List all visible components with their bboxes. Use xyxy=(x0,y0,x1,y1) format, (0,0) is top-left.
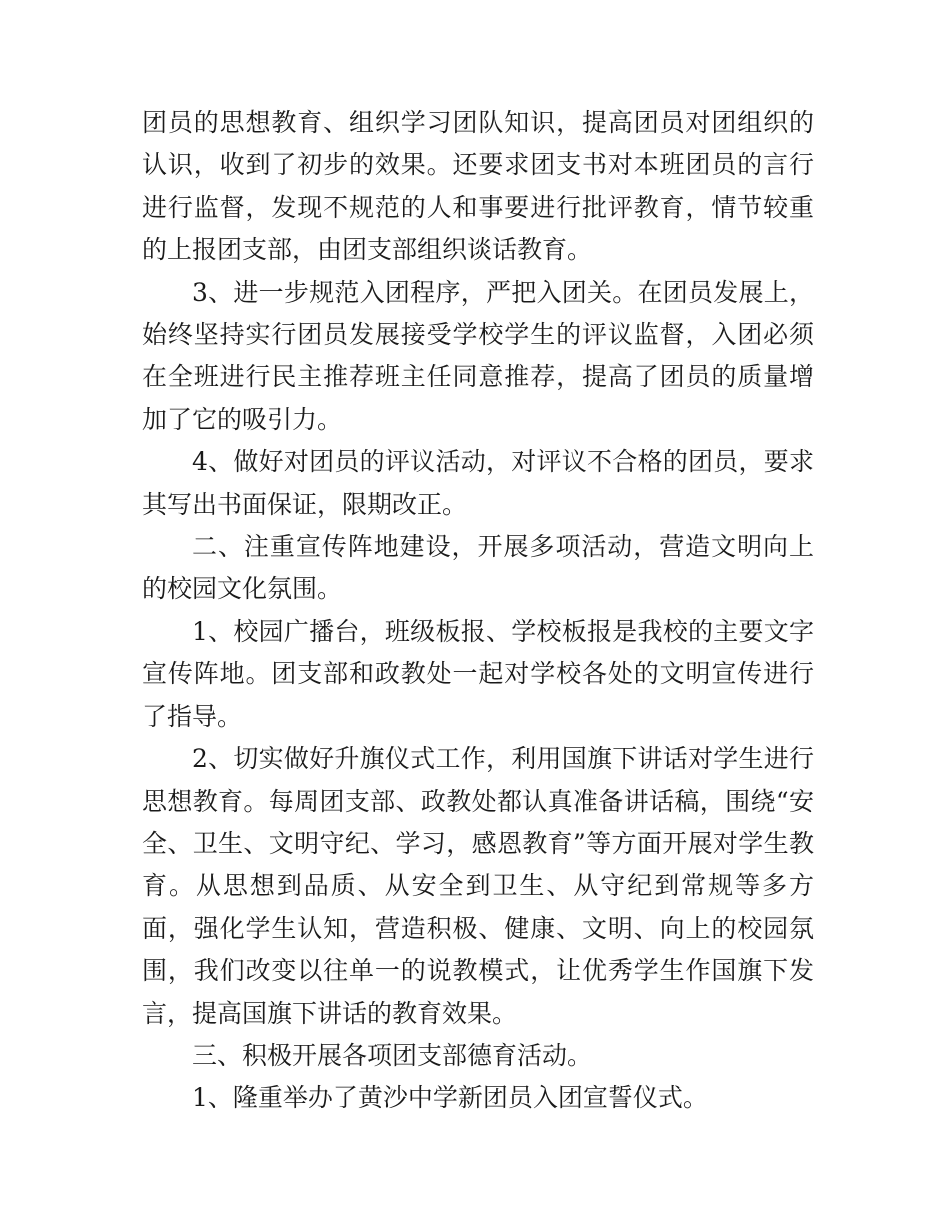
paragraph-item-4: 4、做好对团员的评议活动，对评议不合格的团员，要求其写出书面保证，限期改正。 xyxy=(142,447,814,519)
section-heading-2: 二、注重宣传阵地建设，开展多项活动，营造文明向上的校园文化氛围。 xyxy=(142,532,814,604)
section-heading-3: 三、积极开展各项团支部德育活动。 xyxy=(192,1040,593,1070)
paragraph-item-2: 2、切实做好升旗仪式工作，利用国旗下讲话对学生进行思想教育。每周团支部、政教处都认真准备讲话稿，围绕“安全、卫生、文明守纪、学习，感恩教育”等方面开展对学生教育。从思想到品质、从安全到卫生、从守纪到常规等多方面，强化学生认知，营造积极、健康、文明、向上的校园氛围，我们改变以往单一的说教模式，让优秀学生作国旗下发言，提高国旗下讲话的教育效果。 xyxy=(142,744,814,1028)
paragraph-continuation: 团员的思想教育、组织学习团队知识，提高团员对团组织的认识，收到了初步的效果。还要求团支书对本班团员的言行进行监督，发现不规范的人和事要进行批评教育，情节较重的上报团支部，由团支部组织谈话教育。 xyxy=(142,108,814,265)
paragraph-item-3: 3、进一步规范入团程序，严把入团关。在团员发展上，始终坚持实行团员发展接受学校学生的评议监督，入团必须在全班进行民主推荐班主任同意推荐，提高了团员的质量增加了它的吸引力。 xyxy=(142,277,814,434)
document-body xyxy=(142,102,814,1120)
paragraph-item-1: 1、校园广播台，班级板报、学校板报是我校的主要文字宣传阵地。团支部和政教处一起对学校各处的文明宣传进行了指导。 xyxy=(142,616,814,731)
paragraph-item-1b: 1、隆重举办了黄沙中学新团员入团宣誓仪式。 xyxy=(192,1083,708,1113)
